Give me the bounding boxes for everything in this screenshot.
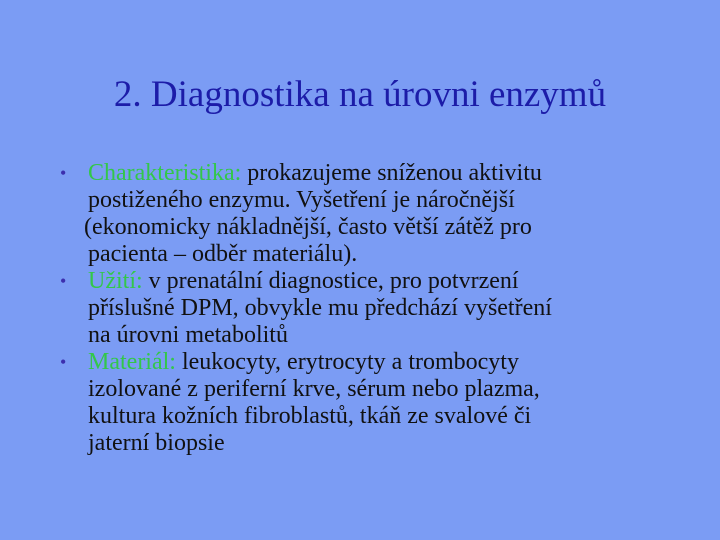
bullet-term: Užití: [88,268,143,294]
bullet-text-line: pacienta – odběr materiálu). [88,241,358,267]
bullet-text-line: na úrovni metabolitů [88,322,288,348]
slide-title: 2. Diagnostika na úrovni enzymů [113,74,607,115]
bullet-text-line: kultura kožních fibroblastů, tkáň ze svalové či [88,403,532,429]
bullet-text: prokazujeme sníženou aktivitu [241,160,542,186]
bullet-uziti [56,268,676,349]
bullet-text-line: (ekonomicky nákladnější, často větší zátěž pro [84,214,532,240]
bullet-list [56,160,676,457]
bullet-icon: • [60,352,67,372]
bullet-material [56,349,676,457]
bullet-first-line [88,349,676,376]
bullet-icon: • [60,163,67,183]
bullet-term: Charakteristika: [88,160,242,186]
bullet-text-line: příslušné DPM, obvykle mu předchází vyšetření [88,295,552,321]
bullet-text: leukocyty, erytrocyty a trombocyty [175,349,519,375]
bullet-first-line [88,268,676,295]
bullet-charakteristika [56,160,676,268]
bullet-text-line: jaterní biopsie [88,430,225,456]
bullet-text-line: izolované z periferní krve, sérum nebo plazma, [88,376,540,402]
bullet-first-line [88,160,676,187]
bullet-icon: • [60,271,67,291]
bullet-text-line: postiženého enzymu. Vyšetření je náročnější [88,187,515,213]
bullet-term: Materiál: [88,349,176,375]
bullet-text: v prenatální diagnostice, pro potvrzení [142,268,519,294]
